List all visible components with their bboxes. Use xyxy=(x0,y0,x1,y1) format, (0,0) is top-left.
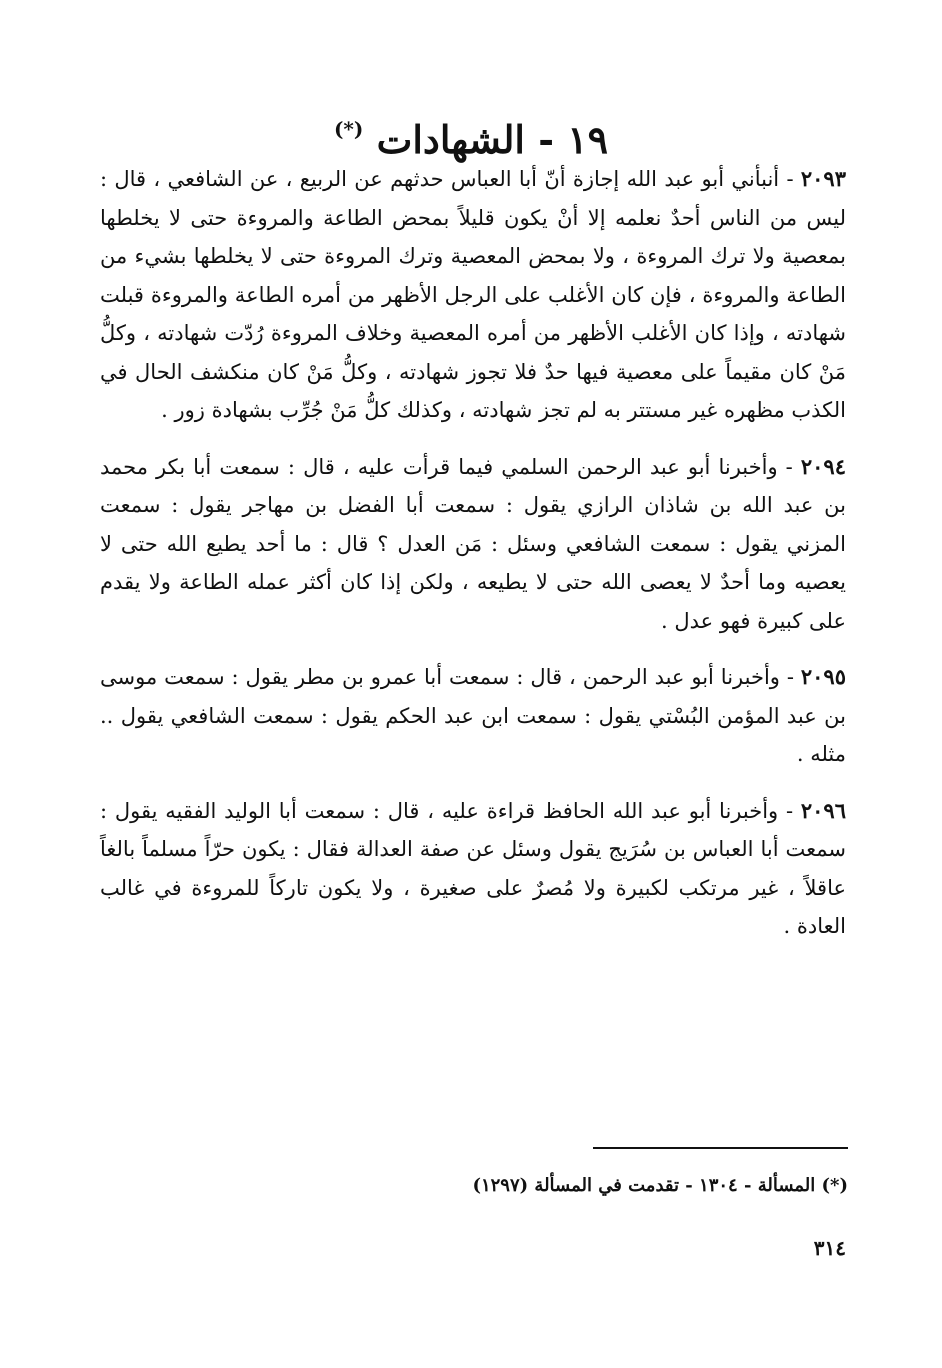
footnote: (*) المسألة - ١٣٠٤ - تقدمت في المسألة (١٢٩٧) xyxy=(472,1175,848,1196)
chapter-title-text: ١٩ - الشهادات xyxy=(376,117,609,163)
paragraph-2094 xyxy=(100,448,846,641)
paragraph-2096 xyxy=(100,792,846,946)
footnote-marker: (*) xyxy=(333,117,364,142)
main-text xyxy=(100,160,846,964)
paragraph-2095 xyxy=(100,658,846,774)
paragraph-text: - وأخبرنا أبو عبد الرحمن ، قال : سمعت أبا عمرو بن مطر يقول : سمعت موسى بن عبد المؤمن البُسْتي يقول : سمعت ابن عبد الحكم يقول : سمعت الشافعي يقول .. مثله . xyxy=(100,665,846,766)
paragraph-text: - أنبأني أبو عبد الله إجازة أنّ أبا العباس حدثهم عن الربيع ، عن الشافعي ، قال : ليس من الناس أحدٌ نعلمه إلا أنْ يكون قليلاً بمحض الطاعة والمروءة حتى لا يخلطها بمعصية ولا ترك المروءة ، ولا بمحض المعصية وترك المروءة حتى لا يخلطها بشيء من الطاعة والمروءة ، فإن كان الأغلب على الرجل الأظهر من أمره الطاعة والمروءة قبلت شهادته ، وإذا كان الأغلب الأظهر من أمره المعصية وخلاف المروءة رُدّت شهادته ، وكلُّ مَنْ كان مقيماً على معصية فيها حدٌ فلا تجوز شهادته ، وكلُّ مَنْ كان منكشف الحال في الكذب مظهره غير مستتر به لم تجز شهادته ، وكذلك كلُّ مَنْ جُرِّب بشهادة زور . xyxy=(100,167,846,422)
footnote-divider xyxy=(593,1147,848,1149)
paragraph-text: - وأخبرنا أبو عبد الله الحافظ قراءة عليه ، قال : سمعت أبا الوليد الفقيه يقول : سمعت أبا العباس بن سُرَيج يقول وسئل عن صفة العدالة فقال : يكون حرّاً مسلماً بالغاً عاقلاً ، غير مرتكب لكبيرة ولا مُصرٌ على صغيرة ، ولا يكون تاركاً للمروءة في غالب العادة . xyxy=(100,798,846,938)
paragraph-2093 xyxy=(100,160,846,430)
paragraph-number: ٢٠٩٣ xyxy=(800,166,846,191)
paragraph-text: - وأخبرنا أبو عبد الرحمن السلمي فيما قرأت عليه ، قال : سمعت أبا بكر محمد بن عبد الله بن شاذان الرازي يقول : سمعت أبا الفضل بن مهاجر يقول : سمعت المزني يقول : سمعت الشافعي وسئل : مَن العدل ؟ قال : ما أحد يطيع الله حتى لا يعصيه وما أحدٌ لا يعصى الله حتى لا يطيعه ، ولكن إذا كان أكثر عمله الطاعة ولا يقدم على كبيرة فهو عدل . xyxy=(100,454,846,633)
paragraph-number: ٢٠٩٤ xyxy=(800,453,846,479)
paragraph-number: ٢٠٩٥ xyxy=(800,664,846,689)
page-number: ٣١٤ xyxy=(813,1236,846,1260)
paragraph-number: ٢٠٩٦ xyxy=(800,797,846,823)
chapter-title xyxy=(120,117,822,163)
